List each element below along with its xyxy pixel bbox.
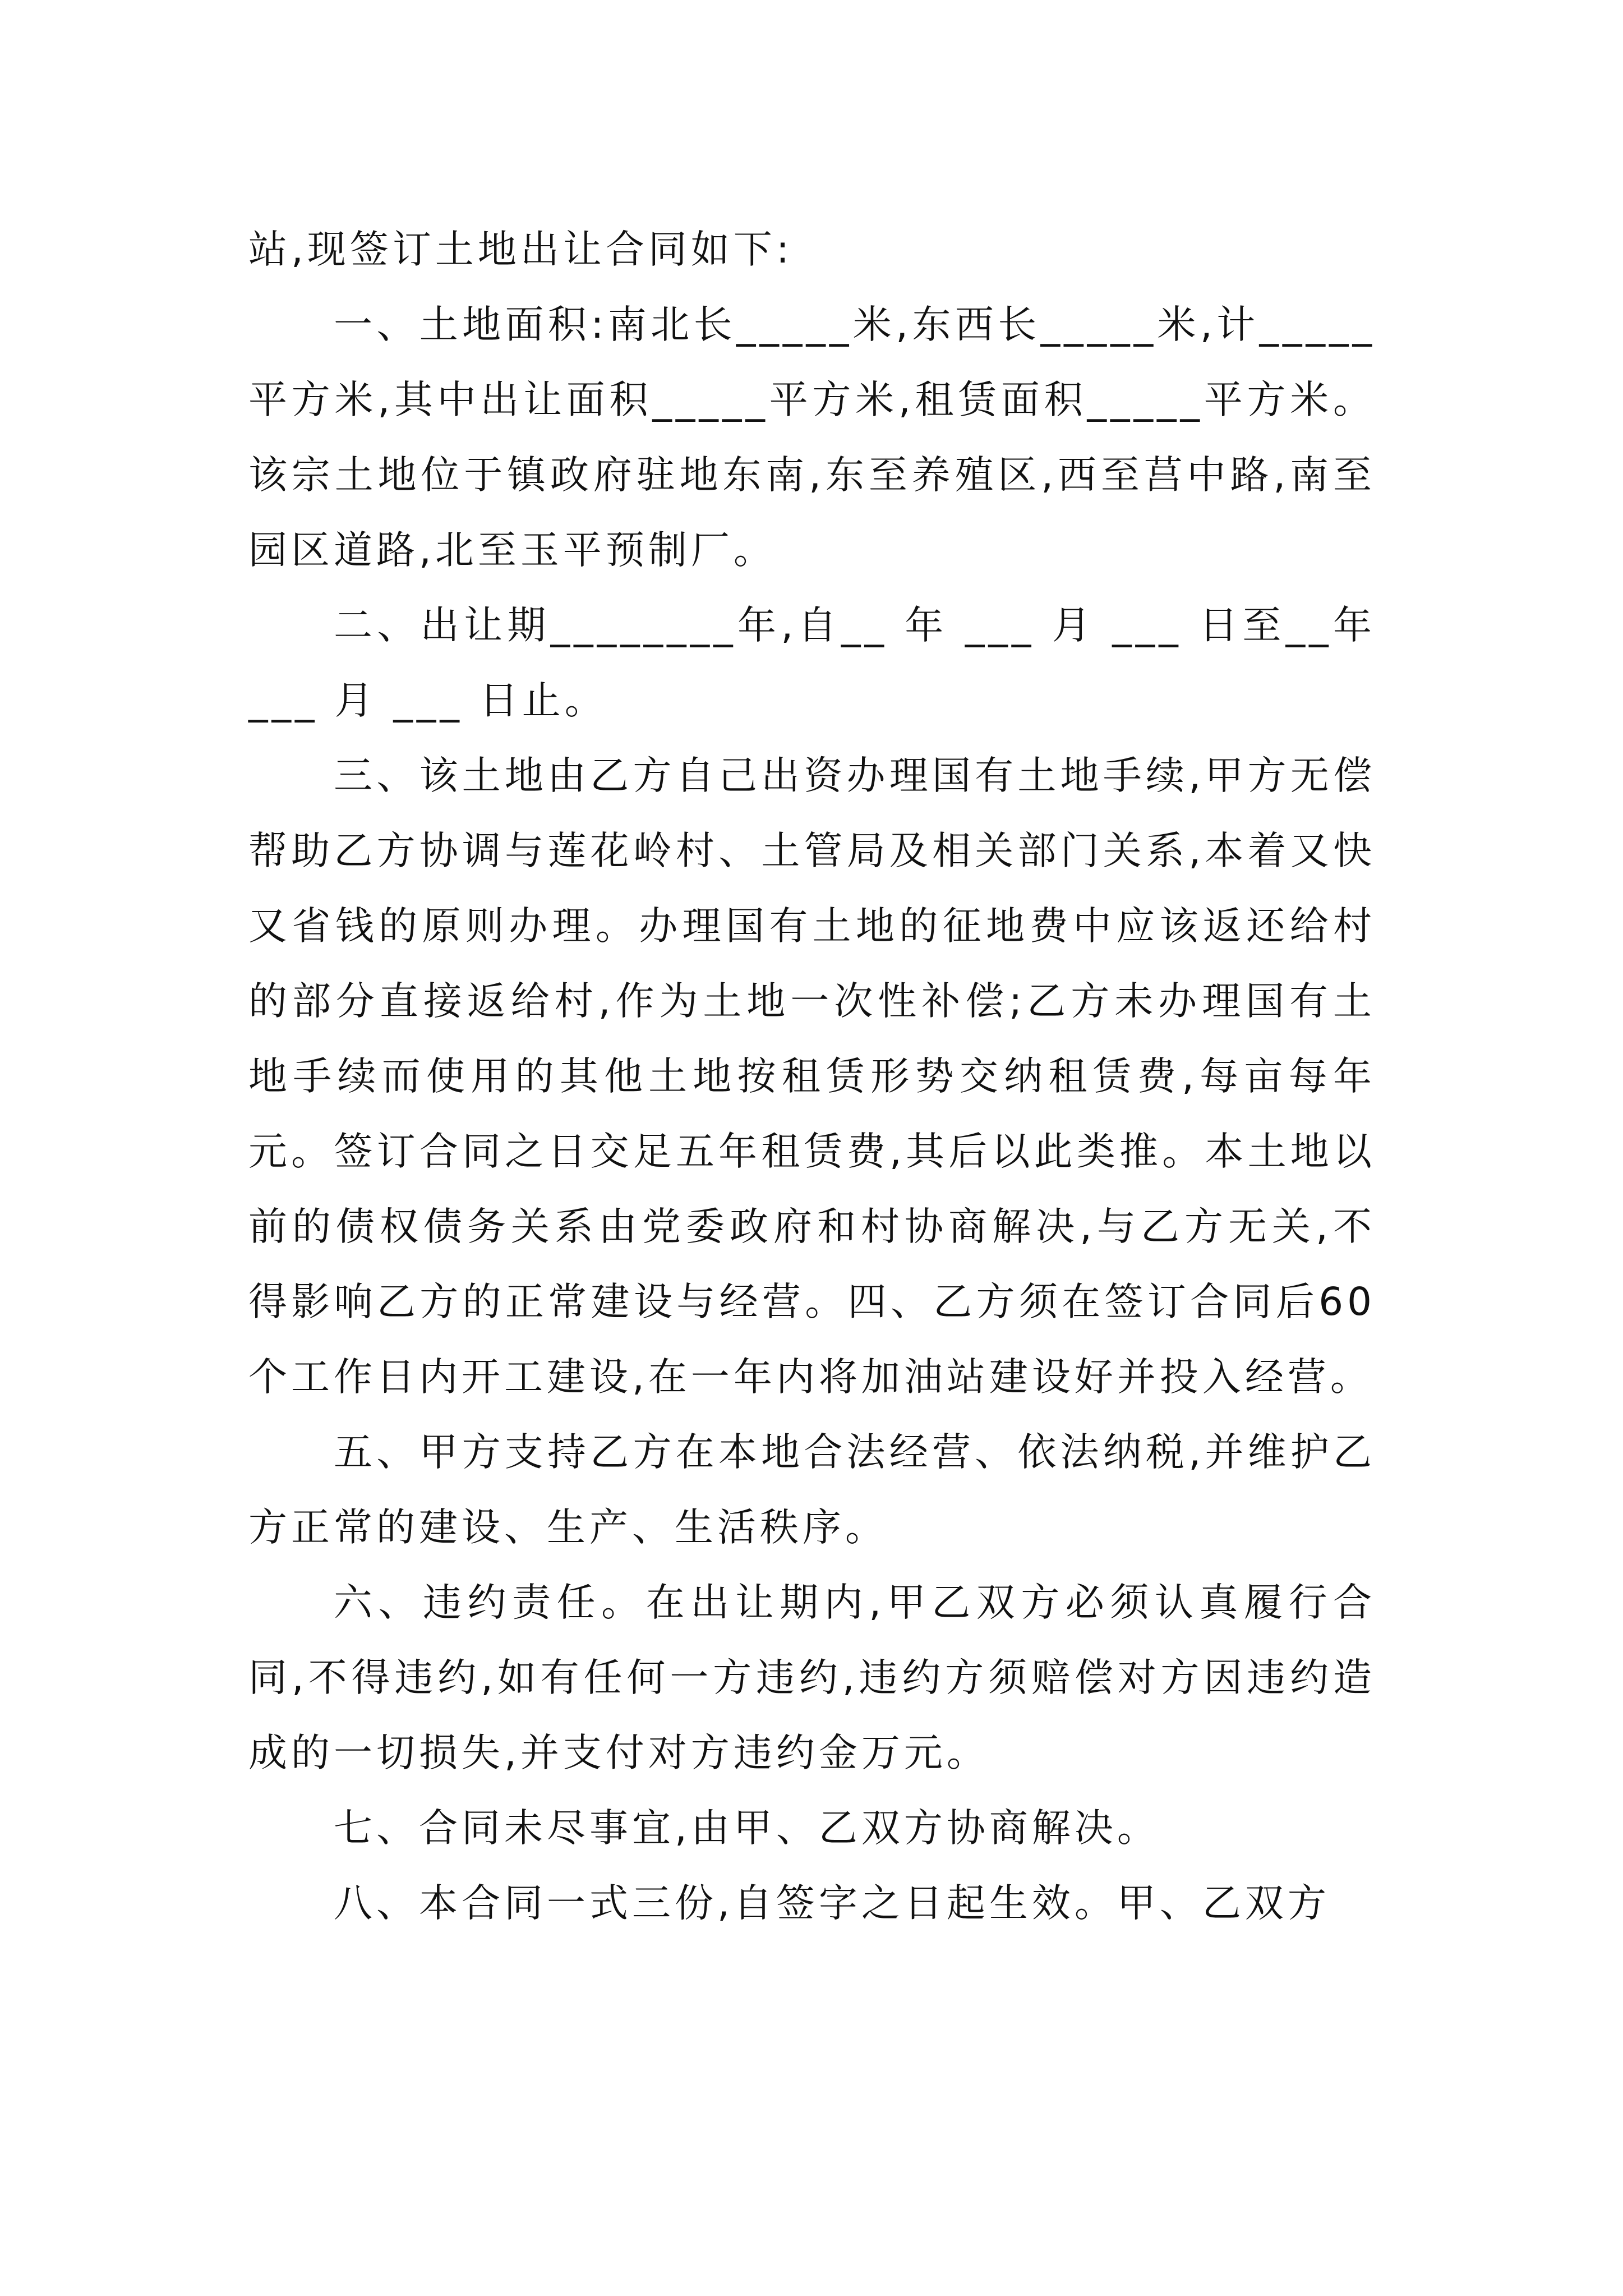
- paragraph-support: 五、甲方支持乙方在本地合法经营、依法纳税,并维护乙方正常的建设、生产、生活秩序。: [248, 1430, 1376, 1550]
- paragraph-copies: 八、本合同一式三份,自签字之日起生效。甲、乙双方: [334, 1881, 1330, 1926]
- paragraph-land-area: 一、土地面积:南北长_____米,东西长_____米,计_____平方米,其中出让面积_____平方米,租赁面积_____平方米。该宗土地位于镇政府驻地东南,东至养殖区,西至莒中路,南至园区道路,北至玉平预制厂。: [248, 302, 1376, 573]
- contract-body: [248, 212, 1376, 1941]
- paragraph-land-procedures: 三、该土地由乙方自己出资办理国有土地手续,甲方无偿帮助乙方协调与莲花岭村、土管局及相关部门关系,本着又快又省钱的原则办理。办理国有土地的征地费中应该返还给村的部分直接返给村,作为土地一次性补偿;乙方未办理国有土地手续而使用的其他土地按租赁形势交纳租赁费,每亩每年元。签订合同之日交足五年租赁费,其后以此类推。本土地以前的债权债务关系由党委政府和村协商解决,与乙方无关,不得影响乙方的正常建设与经营。四、乙方须在签订合同后60个工作日内开工建设,在一年内将加油站建设好并投入经营。: [248, 753, 1376, 1400]
- paragraph-term: 二、出让期________年,自__ 年 ___ 月 ___ 日至__年 ___ 月 ___ 日止。: [248, 603, 1376, 723]
- paragraph-unresolved-matters: 七、合同未尽事宜,由甲、乙双方协商解决。: [334, 1806, 1160, 1851]
- paragraph-breach: 六、违约责任。在出让期内,甲乙双方必须认真履行合同,不得违约,如有任何一方违约,违约方须赔偿对方因违约造成的一切损失,并支付对方违约金万元。: [248, 1580, 1376, 1775]
- paragraph-intro: 站,现签订土地出让合同如下:: [248, 227, 794, 272]
